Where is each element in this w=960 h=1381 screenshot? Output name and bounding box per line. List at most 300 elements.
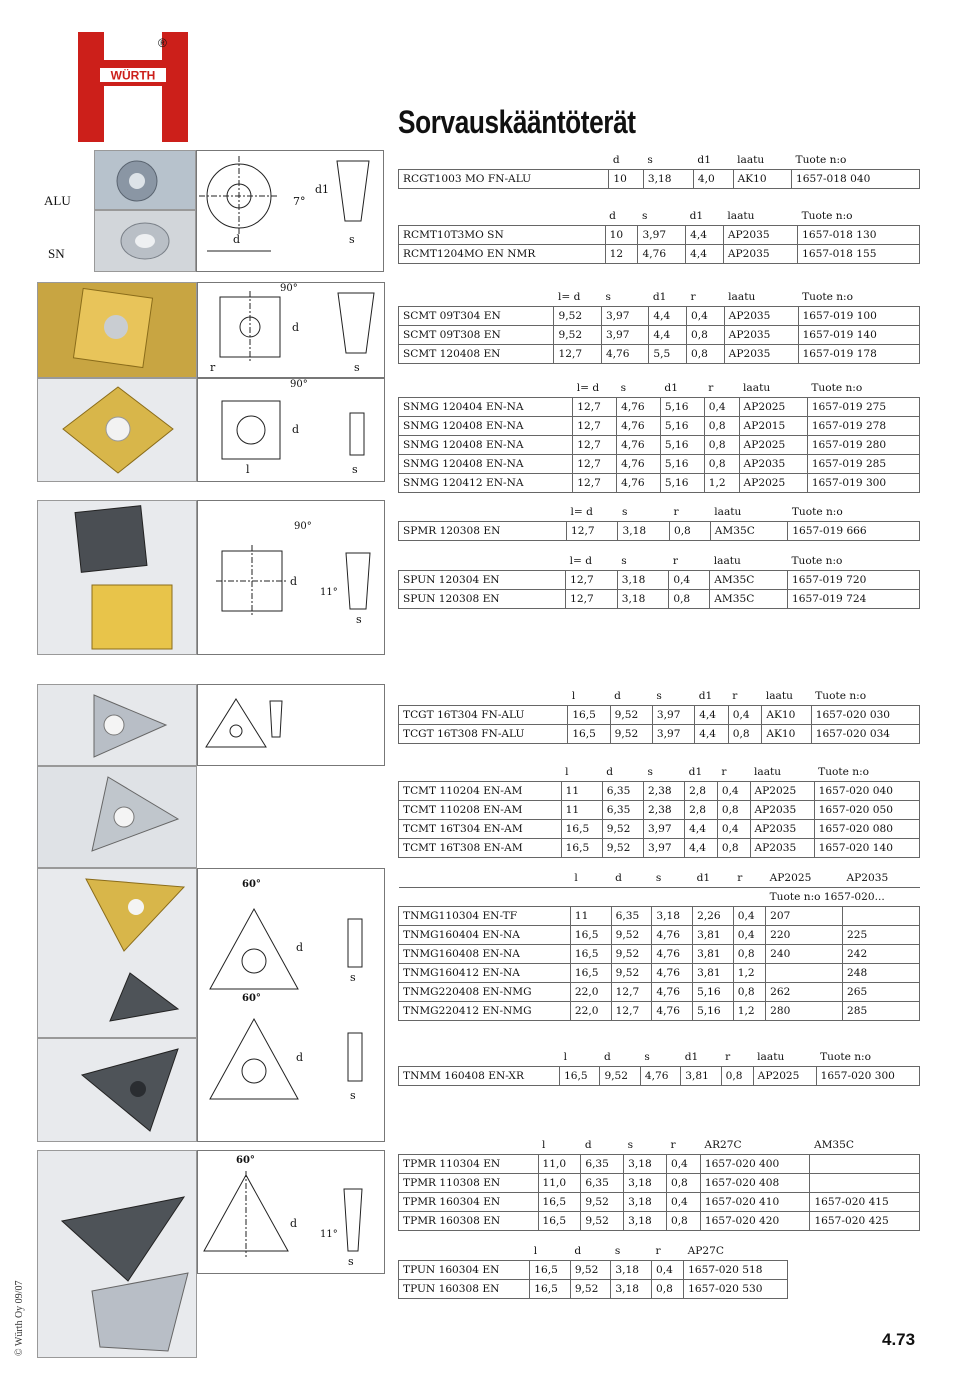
column-header: s (638, 207, 686, 226)
table-cell: 12,7 (611, 1002, 652, 1021)
table-cell: 0,8 (666, 1174, 700, 1193)
table-spun (398, 552, 920, 609)
table-cell: AM35C (710, 590, 788, 609)
table-cell: 4,4 (649, 326, 687, 345)
table-cell: 12,7 (573, 417, 617, 436)
table-tpun (398, 1242, 788, 1299)
table-header-row (399, 288, 920, 307)
registered-mark: ® (158, 36, 167, 50)
column-header: AP2035 (843, 869, 920, 888)
table-cell: 5,16 (660, 398, 704, 417)
table-row (399, 1174, 920, 1193)
table-cell: 12,7 (566, 590, 618, 609)
table-cell: 1657-019 278 (807, 417, 919, 436)
column-header: Tuote n:o (787, 552, 919, 571)
product-code: SNMG 120408 EN-NA (399, 455, 573, 474)
table-cell: 1657-020 425 (810, 1212, 920, 1231)
table-cell: 1657-020 300 (816, 1067, 919, 1086)
table-cell: 10 (609, 170, 644, 189)
column-header: r (669, 503, 710, 522)
table-cell: 3,81 (693, 964, 734, 983)
column-header: r (704, 379, 739, 398)
table-cell: 16,5 (561, 839, 602, 858)
table-cell: 16,5 (538, 1212, 581, 1231)
table-cell: 1657-020 050 (814, 801, 919, 820)
column-header (399, 552, 566, 571)
table-row (399, 983, 920, 1002)
product-code: TNMG220408 EN-NMG (399, 983, 571, 1002)
insert-photo-snmg (37, 378, 197, 482)
column-header (399, 379, 573, 398)
column-header: d (605, 207, 638, 226)
table-cell: 9,52 (602, 839, 643, 858)
column-header: d (581, 1136, 624, 1155)
column-header: Tuote n:o (798, 207, 920, 226)
table-tcgt (398, 687, 920, 744)
table-cell: 16,5 (568, 706, 610, 725)
table-cell: AP2035 (750, 801, 814, 820)
table-cell: 11 (561, 801, 602, 820)
table-cell: 0,8 (704, 436, 739, 455)
table-row (399, 1193, 920, 1212)
column-header: AM35C (810, 1136, 920, 1155)
table-cell: 6,35 (602, 782, 643, 801)
table-cell: 3,18 (624, 1212, 667, 1231)
table-cell (810, 1174, 920, 1193)
table-cell: 0,4 (733, 907, 765, 926)
table-cell: AP2025 (750, 782, 814, 801)
table-row (399, 1067, 920, 1086)
table-cell: 16,5 (530, 1261, 571, 1280)
table-cell: 4,4 (649, 307, 687, 326)
table-row (399, 926, 920, 945)
table-cell: 3,81 (693, 945, 734, 964)
label-s: s (354, 361, 360, 374)
table-cell: 0,8 (721, 1067, 753, 1086)
table-row (399, 455, 920, 474)
column-header (399, 869, 571, 888)
table-cell: AP2025 (739, 398, 807, 417)
table-cell: 0,4 (669, 571, 710, 590)
label-60: 60° (242, 993, 261, 1004)
table-row (399, 326, 920, 345)
table-cell: 4,76 (617, 436, 661, 455)
table-cell: 1657-018 155 (798, 245, 920, 264)
table-row (399, 839, 920, 858)
table-cell: 3,97 (652, 706, 694, 725)
table-cell: 4,76 (638, 245, 686, 264)
label-d: d (233, 233, 241, 246)
column-header (399, 151, 609, 170)
table-row (399, 474, 920, 493)
table-cell: 3,18 (624, 1193, 667, 1212)
table-cell: AP2035 (739, 455, 807, 474)
table-cell: 1657-020 080 (814, 820, 919, 839)
diagram-scmt (197, 282, 385, 378)
column-header: d (600, 1048, 640, 1067)
column-header: Tuote n:o (814, 763, 919, 782)
column-header (399, 1048, 560, 1067)
table-cell: AM35C (710, 522, 788, 541)
table-cell: 0,8 (717, 839, 750, 858)
table-row (399, 522, 920, 541)
table-cell (766, 964, 843, 983)
table-cell: 5,5 (649, 345, 687, 364)
table-cell: 4,76 (652, 926, 693, 945)
column-header: s (611, 1242, 652, 1261)
label-s: s (356, 613, 362, 626)
label-d: d (292, 423, 300, 436)
table-cell: 220 (766, 926, 843, 945)
table-cell: 1657-019 100 (798, 307, 919, 326)
table-row (399, 571, 920, 590)
table-cell: AP2025 (739, 436, 807, 455)
table-cell: AK10 (733, 170, 791, 189)
column-header: r (669, 552, 710, 571)
table-cell: 9,52 (600, 1067, 640, 1086)
column-header: r (717, 763, 750, 782)
column-header: r (687, 288, 725, 307)
table-cell: 1657-018 130 (798, 226, 920, 245)
product-code: TNMG160408 EN-NA (399, 945, 571, 964)
table-cell: 1657-020 518 (684, 1261, 788, 1280)
table-cell: 5,16 (660, 436, 704, 455)
product-code: TCGT 16T304 FN-ALU (399, 706, 568, 725)
table-header-row (399, 1242, 788, 1261)
product-code: TNMG160412 EN-NA (399, 964, 571, 983)
table-header-row (399, 552, 920, 571)
table-cell: 207 (766, 907, 843, 926)
table-spmr (398, 503, 920, 541)
table-cell: 11 (561, 782, 602, 801)
table-cell: 12 (605, 245, 638, 264)
table-cell: 16,5 (570, 964, 611, 983)
column-header (399, 288, 554, 307)
column-header: laatu (733, 151, 791, 170)
table-cell: 12,7 (573, 455, 617, 474)
column-header: d1 (693, 151, 733, 170)
table-cell: 4,4 (686, 226, 724, 245)
label-d: d (292, 321, 300, 334)
table-row (399, 1155, 920, 1174)
table-cell: 0,8 (733, 983, 765, 1002)
column-header: d1 (686, 207, 724, 226)
insert-photo-tcmt (37, 766, 197, 868)
table-row (399, 398, 920, 417)
table-cell: 0,4 (728, 706, 762, 725)
table-cell: 0,4 (717, 820, 750, 839)
table-cell: 1,2 (704, 474, 739, 493)
table-cell: 0,8 (687, 345, 725, 364)
table-cell: 3,81 (693, 926, 734, 945)
table-cell: 3,97 (652, 725, 694, 744)
table-cell: 240 (766, 945, 843, 964)
product-code: TNMG220412 EN-NMG (399, 1002, 571, 1021)
table-snmg (398, 379, 920, 493)
table-row (399, 226, 920, 245)
label-s: s (350, 1089, 356, 1102)
label-s: s (352, 463, 358, 476)
product-code: TPMR 160308 EN (399, 1212, 539, 1231)
table-cell: 4,76 (617, 417, 661, 436)
table-cell: 4,76 (617, 455, 661, 474)
table-cell: 1657-019 666 (788, 522, 920, 541)
column-header: Tuote n:o (816, 1048, 919, 1067)
table-row (399, 820, 920, 839)
column-header: laatu (710, 503, 788, 522)
table-cell: 0,4 (717, 782, 750, 801)
column-header: r (651, 1242, 683, 1261)
label-d: d (290, 1217, 298, 1230)
table-cell: 1657-020 415 (810, 1193, 920, 1212)
product-code: TCGT 16T308 FN-ALU (399, 725, 568, 744)
table-cell: 242 (843, 945, 920, 964)
table-cell: 4,76 (640, 1067, 680, 1086)
label-s: s (348, 1255, 354, 1268)
table-cell: 4,4 (685, 839, 718, 858)
table-row (399, 307, 920, 326)
table-cell: 6,35 (581, 1174, 624, 1193)
column-header: l (561, 763, 602, 782)
table-cell: 16,5 (568, 725, 610, 744)
insert-photo-rcmt (94, 210, 196, 272)
table-cell: AM35C (710, 571, 788, 590)
column-header: l (538, 1136, 581, 1155)
table-cell: 16,5 (530, 1280, 571, 1299)
column-header: d1 (693, 869, 734, 888)
insert-photo-tpmr-tpun (37, 1150, 197, 1358)
label-90: 90° (290, 379, 308, 390)
column-header (399, 207, 606, 226)
table-cell: 1657-019 285 (807, 455, 919, 474)
column-header: AP2025 (766, 869, 843, 888)
label-11: 11° (320, 587, 338, 598)
table-cell: AP2025 (739, 474, 807, 493)
table-tnmm (398, 1048, 920, 1086)
label-11: 11° (320, 1229, 338, 1240)
table-cell: AP2025 (753, 1067, 816, 1086)
table-cell: 9,52 (611, 964, 652, 983)
column-header: s (624, 1136, 667, 1155)
table-cell: 0,4 (666, 1155, 700, 1174)
column-header: AP27C (684, 1242, 788, 1261)
column-header: d1 (685, 763, 718, 782)
column-header: s (640, 1048, 680, 1067)
table-header-row (399, 503, 920, 522)
table-cell: 9,52 (554, 326, 601, 345)
product-code: TCMT 110204 EN-AM (399, 782, 562, 801)
table-cell: 4,76 (652, 945, 693, 964)
table-row (399, 245, 920, 264)
table-cell: 3,18 (652, 907, 693, 926)
table-cell: 5,16 (660, 455, 704, 474)
table-cell: 12,7 (573, 474, 617, 493)
product-code: SCMT 120408 EN (399, 345, 554, 364)
column-header (399, 503, 567, 522)
product-number-subheader: Tuote n:o 1657-020... (769, 891, 885, 903)
table-cell: 0,8 (704, 417, 739, 436)
column-header: s (643, 763, 684, 782)
table-cell: 9,52 (611, 926, 652, 945)
product-code: TPMR 110304 EN (399, 1155, 539, 1174)
table-cell: AP2035 (724, 307, 798, 326)
table-cell: 12,7 (573, 398, 617, 417)
table-cell: AP2035 (750, 820, 814, 839)
column-header: s (601, 288, 648, 307)
table-cell: 4,76 (617, 398, 661, 417)
table-cell: 4,4 (695, 706, 729, 725)
table-cell: 0,8 (728, 725, 762, 744)
table-cell: 3,81 (681, 1067, 721, 1086)
product-code: TCMT 110208 EN-AM (399, 801, 562, 820)
group-label-alu: ALU (44, 193, 71, 208)
column-header (399, 687, 568, 706)
insert-photo-tnmm (37, 1038, 197, 1142)
table-cell: 4,4 (695, 725, 729, 744)
column-header: d1 (649, 288, 687, 307)
product-code: TPUN 160304 EN (399, 1261, 530, 1280)
page-title: Sorvauskääntöterät (398, 104, 636, 140)
table-cell: 1657-020 410 (700, 1193, 810, 1212)
table-cell: 2,26 (693, 907, 734, 926)
table-cell: 1657-018 040 (792, 170, 920, 189)
product-code: TNMG110304 EN-TF (399, 907, 571, 926)
column-header: r (721, 1048, 753, 1067)
table-cell: 9,52 (610, 706, 652, 725)
column-header: r (733, 869, 765, 888)
copyright: © Würth Oy 09/07 (14, 1280, 25, 1356)
table-cell: 6,35 (602, 801, 643, 820)
column-header: s (617, 379, 661, 398)
product-code: SNMG 120412 EN-NA (399, 474, 573, 493)
column-header (399, 763, 562, 782)
table-header-row (399, 763, 920, 782)
diagram-round-insert (196, 150, 384, 272)
table-row (399, 1212, 920, 1231)
table-cell: 4,0 (693, 170, 733, 189)
group-label-sn: SN (48, 246, 65, 261)
product-code: SCMT 09T308 EN (399, 326, 554, 345)
label-d: d (296, 1051, 304, 1064)
column-header: l= d (573, 379, 617, 398)
table-cell: 9,52 (554, 307, 601, 326)
table-cell: 0,8 (687, 326, 725, 345)
table-cell: 0,8 (733, 945, 765, 964)
table-cell: 0,8 (666, 1212, 700, 1231)
table-cell: 9,52 (581, 1193, 624, 1212)
table-cell: 3,18 (611, 1261, 652, 1280)
table-cell: 16,5 (538, 1193, 581, 1212)
table-cell: 22,0 (570, 1002, 611, 1021)
column-header: laatu (724, 288, 798, 307)
table-cell: 22,0 (570, 983, 611, 1002)
table-header-row (399, 1136, 920, 1155)
label-r: r (210, 361, 216, 374)
svg-text:WÜRTH: WÜRTH (110, 68, 156, 83)
table-header-row (399, 379, 920, 398)
table-cell: 12,7 (567, 522, 618, 541)
table-cell: 1657-020 408 (700, 1174, 810, 1193)
column-header: d (602, 763, 643, 782)
table-cell: 1657-019 280 (807, 436, 919, 455)
table-cell: 265 (843, 983, 920, 1002)
table-cell: 1,2 (733, 1002, 765, 1021)
product-code: SPMR 120308 EN (399, 522, 567, 541)
column-header: d (570, 1242, 611, 1261)
table-cell: 0,4 (666, 1193, 700, 1212)
product-code: SNMG 120404 EN-NA (399, 398, 573, 417)
insert-photo-rcgt (94, 150, 196, 210)
table-cell: 1657-019 275 (807, 398, 919, 417)
column-header: r (728, 687, 762, 706)
table-row (399, 1002, 920, 1021)
table-row (399, 706, 920, 725)
table-cell: 1657-020 400 (700, 1155, 810, 1174)
column-header: laatu (739, 379, 807, 398)
table-cell: 9,52 (570, 1280, 611, 1299)
table-cell: 16,5 (570, 945, 611, 964)
table-cell: 9,52 (570, 1261, 611, 1280)
table-row (399, 907, 920, 926)
diagram-tnmg-tnmm (197, 868, 385, 1142)
insert-photo-scmt (37, 282, 197, 378)
table-row (399, 1261, 788, 1280)
table-cell: 0,4 (704, 398, 739, 417)
table-cell: 1657-019 140 (798, 326, 919, 345)
column-header: s (652, 869, 693, 888)
table-row (399, 782, 920, 801)
table-cell: 0,4 (687, 307, 725, 326)
table-cell: 12,7 (573, 436, 617, 455)
table-cell: 5,16 (660, 417, 704, 436)
product-code: TPMR 110308 EN (399, 1174, 539, 1193)
label-d1: d1 (315, 183, 330, 196)
column-header: laatu (710, 552, 788, 571)
column-header: Tuote n:o (811, 687, 919, 706)
product-code: SPUN 120304 EN (399, 571, 566, 590)
product-code: SPUN 120308 EN (399, 590, 566, 609)
table-cell: 5,16 (693, 1002, 734, 1021)
column-header: s (618, 503, 669, 522)
table-cell: 9,52 (581, 1212, 624, 1231)
label-d: d (296, 941, 304, 954)
table-tnmg (398, 869, 920, 1021)
table-cell: 2,8 (685, 801, 718, 820)
table-cell: 12,7 (611, 983, 652, 1002)
column-header: Tuote n:o (788, 503, 920, 522)
table-cell: 9,52 (611, 945, 652, 964)
table-cell: 4,4 (685, 820, 718, 839)
table-cell: 3,18 (624, 1155, 667, 1174)
table-cell: 262 (766, 983, 843, 1002)
table-cell: 0,8 (704, 455, 739, 474)
column-header: laatu (723, 207, 797, 226)
column-header: l= d (566, 552, 618, 571)
column-header: Tuote n:o (792, 151, 920, 170)
column-header: d (609, 151, 644, 170)
column-header: l (560, 1048, 600, 1067)
table-cell: 0,8 (669, 590, 710, 609)
table-cell: 1657-019 178 (798, 345, 919, 364)
table-row (399, 590, 920, 609)
column-header: laatu (750, 763, 814, 782)
column-header: s (643, 151, 693, 170)
table-cell: 1657-020 030 (811, 706, 919, 725)
column-header: l (568, 687, 610, 706)
table-row (399, 945, 920, 964)
diagram-spun (197, 500, 385, 655)
table-row (399, 170, 920, 189)
